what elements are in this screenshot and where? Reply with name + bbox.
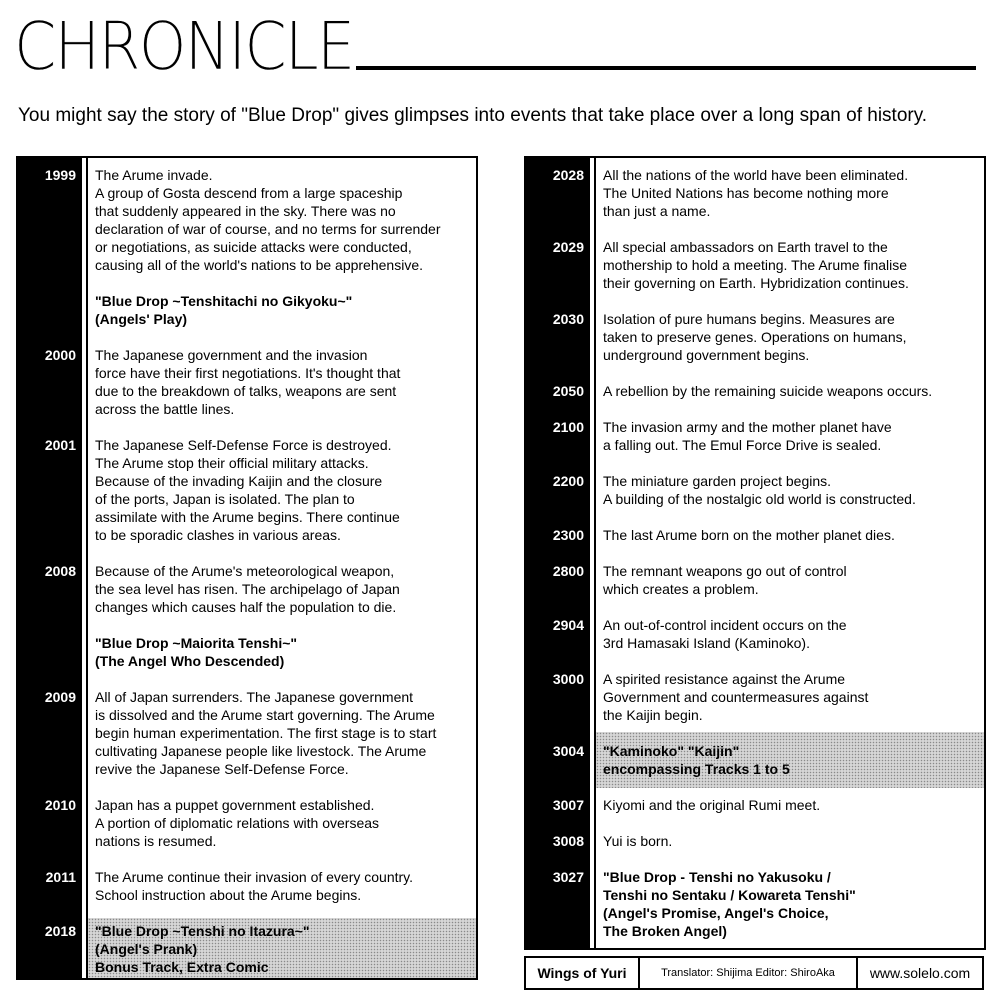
entry-text: The Arume invade. A group of Gosta descend from a large spaceship that suddenly appeared in the sky. There was no declaration of war of course, and no terms for surrender or negotiations, as suicide attacks were conducted, causing all of the world's nations to be apprehensive. [95,167,441,273]
entry-text: The Japanese Self-Defense Force is destroyed. The Arume stop their official military attacks. Because of the invading Kaijin and the closure of the ports, Japan is isolated. The plan to assimilate with the Arume begins. There continue to be sporadic clashes in various areas. [95,437,400,543]
entry-bold-text: "Blue Drop ~Maiorita Tenshi~" (The Angel Who Descended) [95,635,298,669]
entry-text: Isolation of pure humans begins. Measures are taken to preserve genes. Operations on humans, underground government begins. [603,311,907,363]
entry-text: The invasion army and the mother planet have a falling out. The Emul Force Drive is sealed. [603,419,892,453]
entry-year: 2100 [552,419,584,435]
entry-year: 2029 [552,239,584,255]
entry-year: 3007 [552,797,584,813]
entry-text: Yui is born. [603,833,673,849]
title-rule [356,66,976,70]
entry-bold-text: "Blue Drop ~Tenshi no Itazura~" (Angel's Prank) Bonus Track, Extra Comic [95,923,310,975]
entry-year: 2904 [552,617,584,633]
entry-bold-text: "Kaminoko" "Kaijin" encompassing Tracks 1 to 5 [603,743,790,777]
entry-year: 2030 [552,311,584,327]
entry-text: All of Japan surrenders. The Japanese government is dissolved and the Arume start governing. The Arume begin human experimentation. The first stage is to start cultivating Japanese people like livestock. The Arume revive the Japanese Self-Defense Force. [95,689,437,777]
website-link[interactable]: www.solelo.com [869,965,971,981]
year-separator-line [594,158,596,948]
entry-bold-text: "Blue Drop ~Tenshitachi no Gikyoku~" (Angels' Play) [95,293,353,327]
entry-text: The Arume continue their invasion of every country. School instruction about the Arume begins. [95,869,414,903]
page-title: CHRONICLE [14,8,354,85]
entry-year: 2300 [552,527,584,543]
credits-footer [524,956,984,990]
entry-text: Japan has a puppet government established. A portion of diplomatic relations with overseas nations is resumed. [95,797,380,849]
page-subtitle: You might say the story of "Blue Drop" gives glimpses into events that take place over a long span of history. [18,105,928,126]
entry-text: Kiyomi and the original Rumi meet. [603,797,821,813]
entry-year: 2011 [45,869,76,885]
entry-year: 3027 [552,869,584,885]
entry-year: 2010 [44,797,76,813]
entry-year: 2200 [552,473,584,489]
entry-year: 2800 [552,563,584,579]
entry-year: 2000 [44,347,76,363]
entry-text: An out-of-control incident occurs on the 3rd Hamasaki Island (Kaminoko). [603,617,847,651]
timeline-left [16,156,478,980]
entry-year: 1999 [44,167,76,183]
translator-credits: Translator: Shijima Editor: ShiroAka [640,958,858,988]
entry-text: The remnant weapons go out of control which creates a problem. [603,563,847,597]
entry-year: 2008 [44,563,76,579]
entry-year: 3008 [552,833,584,849]
group-name: Wings of Yuri [526,958,640,988]
entry-year: 2018 [44,923,76,939]
entry-year: 2009 [44,689,76,705]
entry-year: 3004 [552,743,584,759]
year-separator-line [86,158,88,978]
entry-year: 2050 [552,383,584,399]
entry-text: All the nations of the world have been eliminated. The United Nations has become nothing more than just a name. [603,167,909,219]
timeline-right [524,156,986,950]
entry-text: The last Arume born on the mother planet dies. [603,527,895,543]
entry-year: 2028 [552,167,584,183]
entry-text: Because of the Arume's meteorological weapon, the sea level has risen. The archipelago of Japan changes which causes half the population to die. [95,563,400,615]
year-bar [526,158,590,948]
entry-text: A rebellion by the remaining suicide weapons occurs. [603,383,933,399]
entry-year: 3000 [552,671,584,687]
entry-text: The miniature garden project begins. A building of the nostalgic old world is constructed. [603,473,916,507]
entry-text: A spirited resistance against the Arume Government and countermeasures against the Kaijin begin. [603,671,869,723]
entry-bold-text: "Blue Drop - Tenshi no Yakusoku / Tenshi no Sentaku / Kowareta Tenshi" (Angel's Promise, Angel's Choice, The Broken Angel) [603,869,856,939]
entry-year: 2001 [44,437,76,453]
entry-text: The Japanese government and the invasion force have their first negotiations. It's thought that due to the breakdown of talks, weapons are sent across the battle lines. [95,347,401,417]
entry-text: All special ambassadors on Earth travel to the mothership to hold a meeting. The Arume finalise their governing on Earth. Hybridization continues. [603,239,909,291]
